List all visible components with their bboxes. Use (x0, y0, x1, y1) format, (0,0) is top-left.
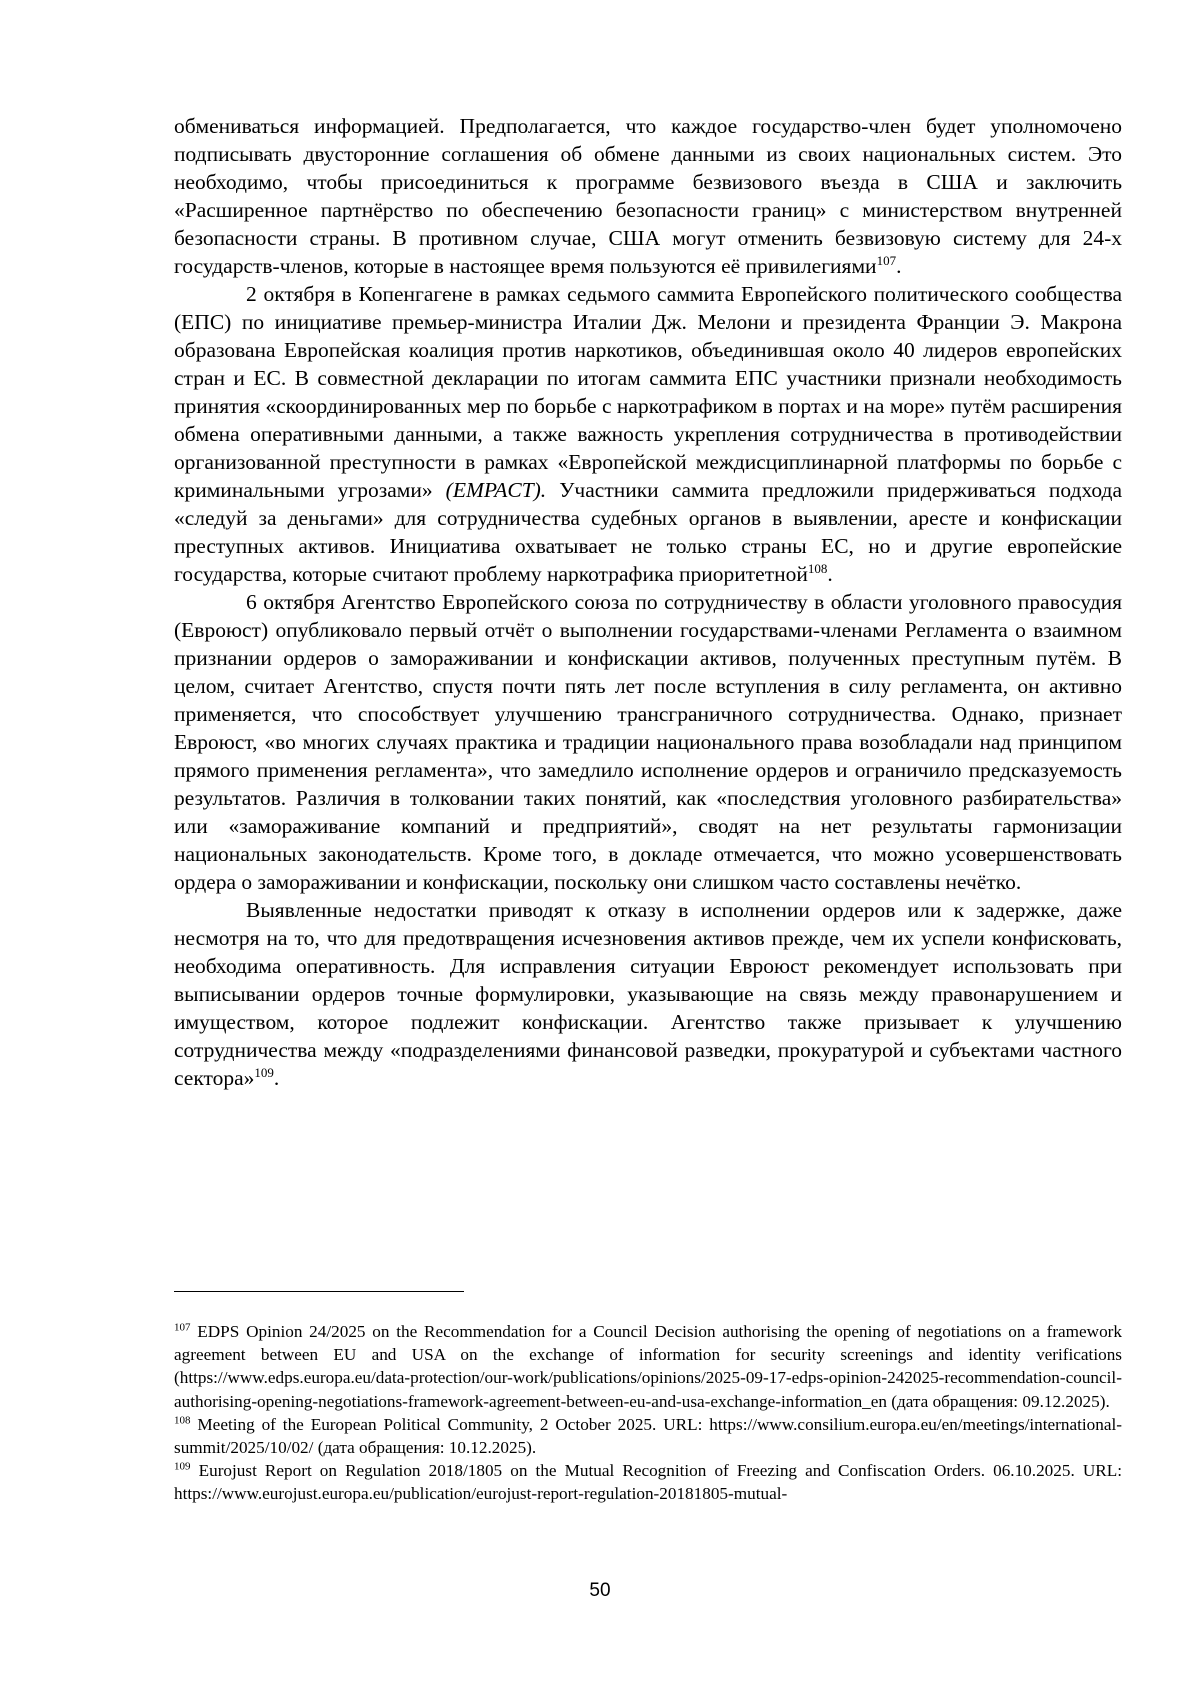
paragraph-4 (174, 896, 1122, 1092)
paragraph-4-text: Выявленные недостатки приводят к отказу в исполнении ордеров или к задержке, даже несмотря на то, что для предотвращения исчезновения активов прежде, чем их успели конфисковать, необходима оперативность. Для исправления ситуации Евроюст рекомендует использовать при выписывании ордеров точные формулировки, указывающие на связь между правонарушением и имуществом, которое подлежит конфискации. Агентство также призывает к улучшению сотрудничества между «подразделениями финансовой разведки, прокуратурой и субъектами частного сектора» (174, 898, 1122, 1090)
paragraph-1-text: обмениваться информацией. Предполагается, что каждое государство-член будет уполномочено подписывать двусторонние соглашения об обмене данными из своих национальных систем. Это необходимо, чтобы присоединиться к программе безвизового въезда в США и заключить «Расширенное партнёрство по обеспечению безопасности границ» с министерством внутренней безопасности страны. В противном случае, США могут отменить безвизовую систему для 24-х государств-членов, которые в настоящее время пользуются её привилегиями (174, 114, 1122, 278)
page-number: 50 (589, 1580, 611, 1601)
footnote-number: 107 (174, 1321, 191, 1334)
body-text (174, 112, 1122, 1092)
footnote-ref-109[interactable]: 109 (254, 1064, 274, 1080)
paragraph-2 (174, 280, 1122, 588)
footnote-text: Eurojust Report on Regulation 2018/1805 on the Mutual Recognition of Freezing and Confiscation Orders. 06.10.2025. URL: https://www.eurojust.europa.eu/publication/eurojust-report-regulation-20181805-mutual- (174, 1461, 1122, 1504)
footnote-text: Meeting of the European Political Community, 2 October 2025. URL: https://www.consilium.europa.eu/en/meetings/international-summit/2025/10/02/ (дата обращения: 10.12.2025). (174, 1414, 1122, 1458)
footnote-separator (174, 1291, 464, 1292)
footnote-108 (174, 1413, 1122, 1459)
footnote-text: EDPS Opinion 24/2025 on the Recommendation for a Council Decision authorising the opening of negotiations on a framework agreement between EU and USA on the exchange of information for security screenings and identity verifications (https://www.edps.europa.eu/data-protection/our-work/publications/opinions/2025-09-17-edps-opinion-242025-recommendation-council-authorising-opening-negotiations-framework-agreement-between-eu-and-usa-exchange-information_en (дата обращения: 09.12.2025). (174, 1322, 1122, 1411)
paragraph-3 (174, 588, 1122, 896)
paragraph-4-tail: . (273, 1066, 280, 1090)
paragraph-1-tail: . (896, 254, 902, 278)
footnote-109 (174, 1459, 1122, 1505)
empact-abbreviation: (EMPACT). (445, 478, 547, 502)
footnotes (174, 1320, 1122, 1506)
paragraph-2-text-a: 2 октября в Копенгагене в рамках седьмого саммита Европейского политического сообщества (ЕПС) по инициативе премьер-министра Италии Дж. Мелони и президента Франции Э. Макрона образована Европейская коалиция против наркотиков, объединившая около 40 лидеров европейских стран и ЕС. В совместной декларации по итогам саммита ЕПС участники признали необходимость принятия «скоординированных мер по борьбе с наркотрафиком в портах и на море» путём расширения обмена оперативными данными, а также важность укрепления сотрудничества в противодействии организованной преступности в рамках «Европейской междисциплинарной платформы по борьбе с криминальными угрозами» (174, 282, 1122, 502)
footnote-107 (174, 1320, 1122, 1413)
paragraph-2-text-b: Участники саммита предложили придерживаться подхода «следуй за деньгами» для сотрудничества судебных органов в выявлении, аресте и конфискации преступных активов. Инициатива охватывает не только страны ЕС, но и другие европейские государства, которые считают проблему наркотрафика приоритетной (174, 478, 1122, 586)
paragraph-1 (174, 112, 1122, 280)
footnote-ref-108[interactable]: 108 (807, 560, 828, 576)
footnote-ref-107[interactable]: 107 (876, 252, 897, 268)
footnote-number: 108 (174, 1414, 191, 1427)
paragraph-3-text: 6 октября Агентство Европейского союза по сотрудничеству в области уголовного правосудия (Евроюст) опубликовало первый отчёт о выполнении государствами-членами Регламента о взаимном признании ордеров о замораживании и конфискации активов, полученных преступным путём. В целом, считает Агентство, спустя почти пять лет после вступления в силу регламента, он активно применяется, что способствует улучшению трансграничного сотрудничества. Однако, признает Евроюст, «во многих случаях практика и традиции национального права возобладали над принципом прямого применения регламента», что замедлило исполнение ордеров и ограничило предсказуемость результатов. Различия в толковании таких понятий, как «последствия уголовного разбирательства» или «замораживание компаний и предприятий», сводят на нет результаты гармонизации национальных законодательств. Кроме того, в докладе отмечается, что можно усовершенствовать ордера о замораживании и конфискации, поскольку они слишком часто составлены нечётко. (174, 590, 1122, 894)
footnote-number: 109 (174, 1460, 191, 1473)
paragraph-2-tail: . (827, 562, 833, 586)
